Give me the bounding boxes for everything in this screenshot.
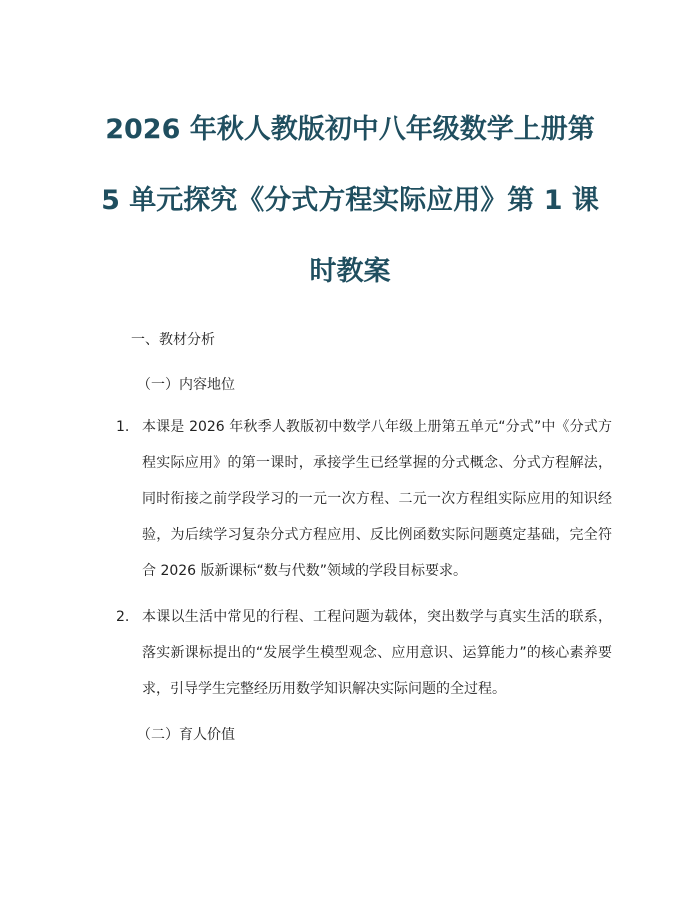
list-item-number: 2. [116,609,130,625]
title-line-2: 5 单元探究《分式方程实际应用》第 1 课 [101,185,599,216]
title-line-3: 时教案 [309,256,391,287]
list-item-number: 1. [116,419,130,435]
section-heading-materials-analysis: 一、教材分析 [131,332,215,348]
list-item [116,599,612,707]
list-item-text: 本课是 2026 年秋季人教版初中数学八年级上册第五单元“分式”中《分式方程实际应用》的第一课时，承接学生已经掌握的分式概念、分式方程解法，同时衔接之前学段学习的一元一次方程、二元一次方程组实际应用的知识经验，为后续学习复杂分式方程应用、反比例函数实际问题奠定基础，完全符合 2026 版新课标“数与代数”领域的学段目标要求。 [142,419,612,579]
list-item [116,409,612,589]
subsection-heading-educational-value: （二）育人价值 [137,727,235,743]
list-item-text: 本课以生活中常见的行程、工程问题为载体，突出数学与真实生活的联系，落实新课标提出的“发展学生模型观念、应用意识、运算能力”的核心素养要求，引导学生完整经历用数学知识解决实际问题的全过程。 [142,609,612,697]
subsection-heading-content-position: （一）内容地位 [137,377,235,393]
title-line-1: 2026 年秋人教版初中八年级数学上册第 [105,114,595,145]
